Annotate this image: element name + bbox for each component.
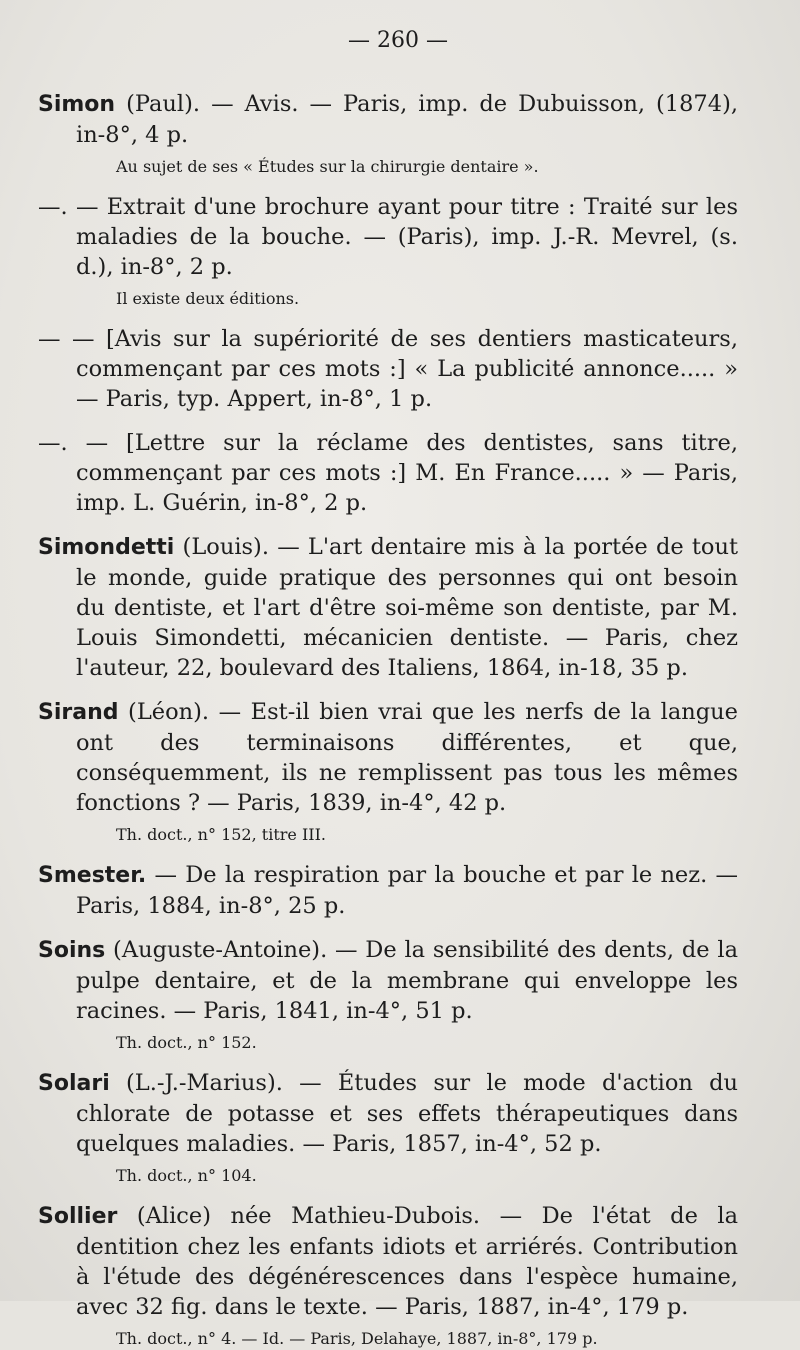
entry-body: (Léon). — Est-il bien vrai que les nerfs de la langue ont des terminaisons différentes, et que, conséquemment, ils ne remplissent pas tous les mêmes fonctions ? — Paris, 1839, in-4°, 42 p. — [76, 699, 738, 816]
page-number: — 260 — — [348, 28, 448, 53]
entry-note: Th. doct., n° 104. — [116, 1166, 257, 1185]
entry-text — [38, 532, 738, 683]
author-name: Simon — [38, 92, 116, 117]
entry-text — [38, 697, 738, 818]
entry-text — [38, 935, 738, 1026]
bibliography-entry-simon-lettre — [38, 428, 738, 518]
entry-text — [38, 89, 738, 150]
entry-text — [38, 324, 738, 414]
bibliography-entry-simondetti — [38, 532, 738, 683]
entry-note: Th. doct., n° 152. — [116, 1033, 257, 1052]
entry-body: (Alice) née Mathieu-Dubois. — De l'état de la dentition chez les enfants idiots et arriérés. Contribution à l'étude des dégénérescences dans l'espèce humaine, avec 32 fig. dans le texte. — Paris, 1887, in-4°, 179 p. — [76, 1203, 738, 1320]
bibliography-entry-simon-dentiers — [38, 324, 738, 414]
entry-body: (Louis). — L'art dentaire mis à la portée de tout le monde, guide pratique des personnes qui ont besoin du dentiste, et l'art d'être soi-même son dentiste, par M. Louis Simondetti, mécanicien dentiste. — Paris, chez l'auteur, 22, boulevard des Italiens, 1864, in-18, 35 p. — [76, 534, 738, 681]
entry-note: Th. doct., n° 152, titre III. — [116, 825, 326, 844]
bibliography-entry-sollier — [38, 1201, 738, 1350]
entry-note: Au sujet de ses « Études sur la chirurgie dentaire ». — [116, 157, 539, 176]
bibliography-entry-simon-avis — [38, 89, 738, 178]
entry-body: —. — [Lettre sur la réclame des dentistes, sans titre, commençant par ces mots :] M. En France..... » — Paris, imp. L. Guérin, in-8°, 2 p. — [38, 430, 738, 516]
bibliography-entry-smester — [38, 860, 738, 921]
entry-text — [38, 1068, 738, 1159]
entry-text — [38, 192, 738, 282]
bibliography-entry-sirand — [38, 697, 738, 846]
bibliography-entry-solari — [38, 1068, 738, 1187]
author-name: Solari — [38, 1071, 110, 1096]
author-name: Soins — [38, 938, 106, 963]
bibliography-entry-soins — [38, 935, 738, 1054]
author-name: Sirand — [38, 700, 119, 725]
entry-text — [38, 1201, 738, 1322]
entry-text — [38, 428, 738, 518]
entry-note: Th. doct., n° 4. — Id. — Paris, Delahaye, 1887, in-8°, 179 p. — [116, 1329, 598, 1348]
entry-body: (Auguste-Antoine). — De la sensibilité des dents, de la pulpe dentaire, et de la membrane qui enveloppe les racines. — Paris, 1841, in-4°, 51 p. — [76, 937, 738, 1024]
entry-body: — De la respiration par la bouche et par le nez. — Paris, 1884, in-8°, 25 p. — [76, 862, 738, 919]
entry-body: (Paul). — Avis. — Paris, imp. de Dubuisson, (1874), in-8°, 4 p. — [76, 91, 738, 148]
author-name: Smester. — [38, 863, 147, 888]
author-name: Simondetti — [38, 535, 175, 560]
entry-note: Il existe deux éditions. — [116, 289, 300, 308]
bibliography-entry-simon-extrait — [38, 192, 738, 310]
entry-body: — — [Avis sur la supériorité de ses dentiers masticateurs, commençant par ces mots :] « La publicité annonce..... » — Paris, typ. Appert, in-8°, 1 p. — [38, 326, 738, 412]
entry-text — [38, 860, 738, 921]
entry-body: (L.-J.-Marius). — Études sur le mode d'action du chlorate de potasse et ses effets thérapeutiques dans quelques maladies. — Paris, 1857, in-4°, 52 p. — [76, 1070, 738, 1157]
entry-body: —. — Extrait d'une brochure ayant pour titre : Traité sur les maladies de la bouche. — (Paris), imp. J.-R. Mevrel, (s. d.), in-8°, 2 p. — [38, 194, 738, 280]
author-name: Sollier — [38, 1204, 118, 1229]
